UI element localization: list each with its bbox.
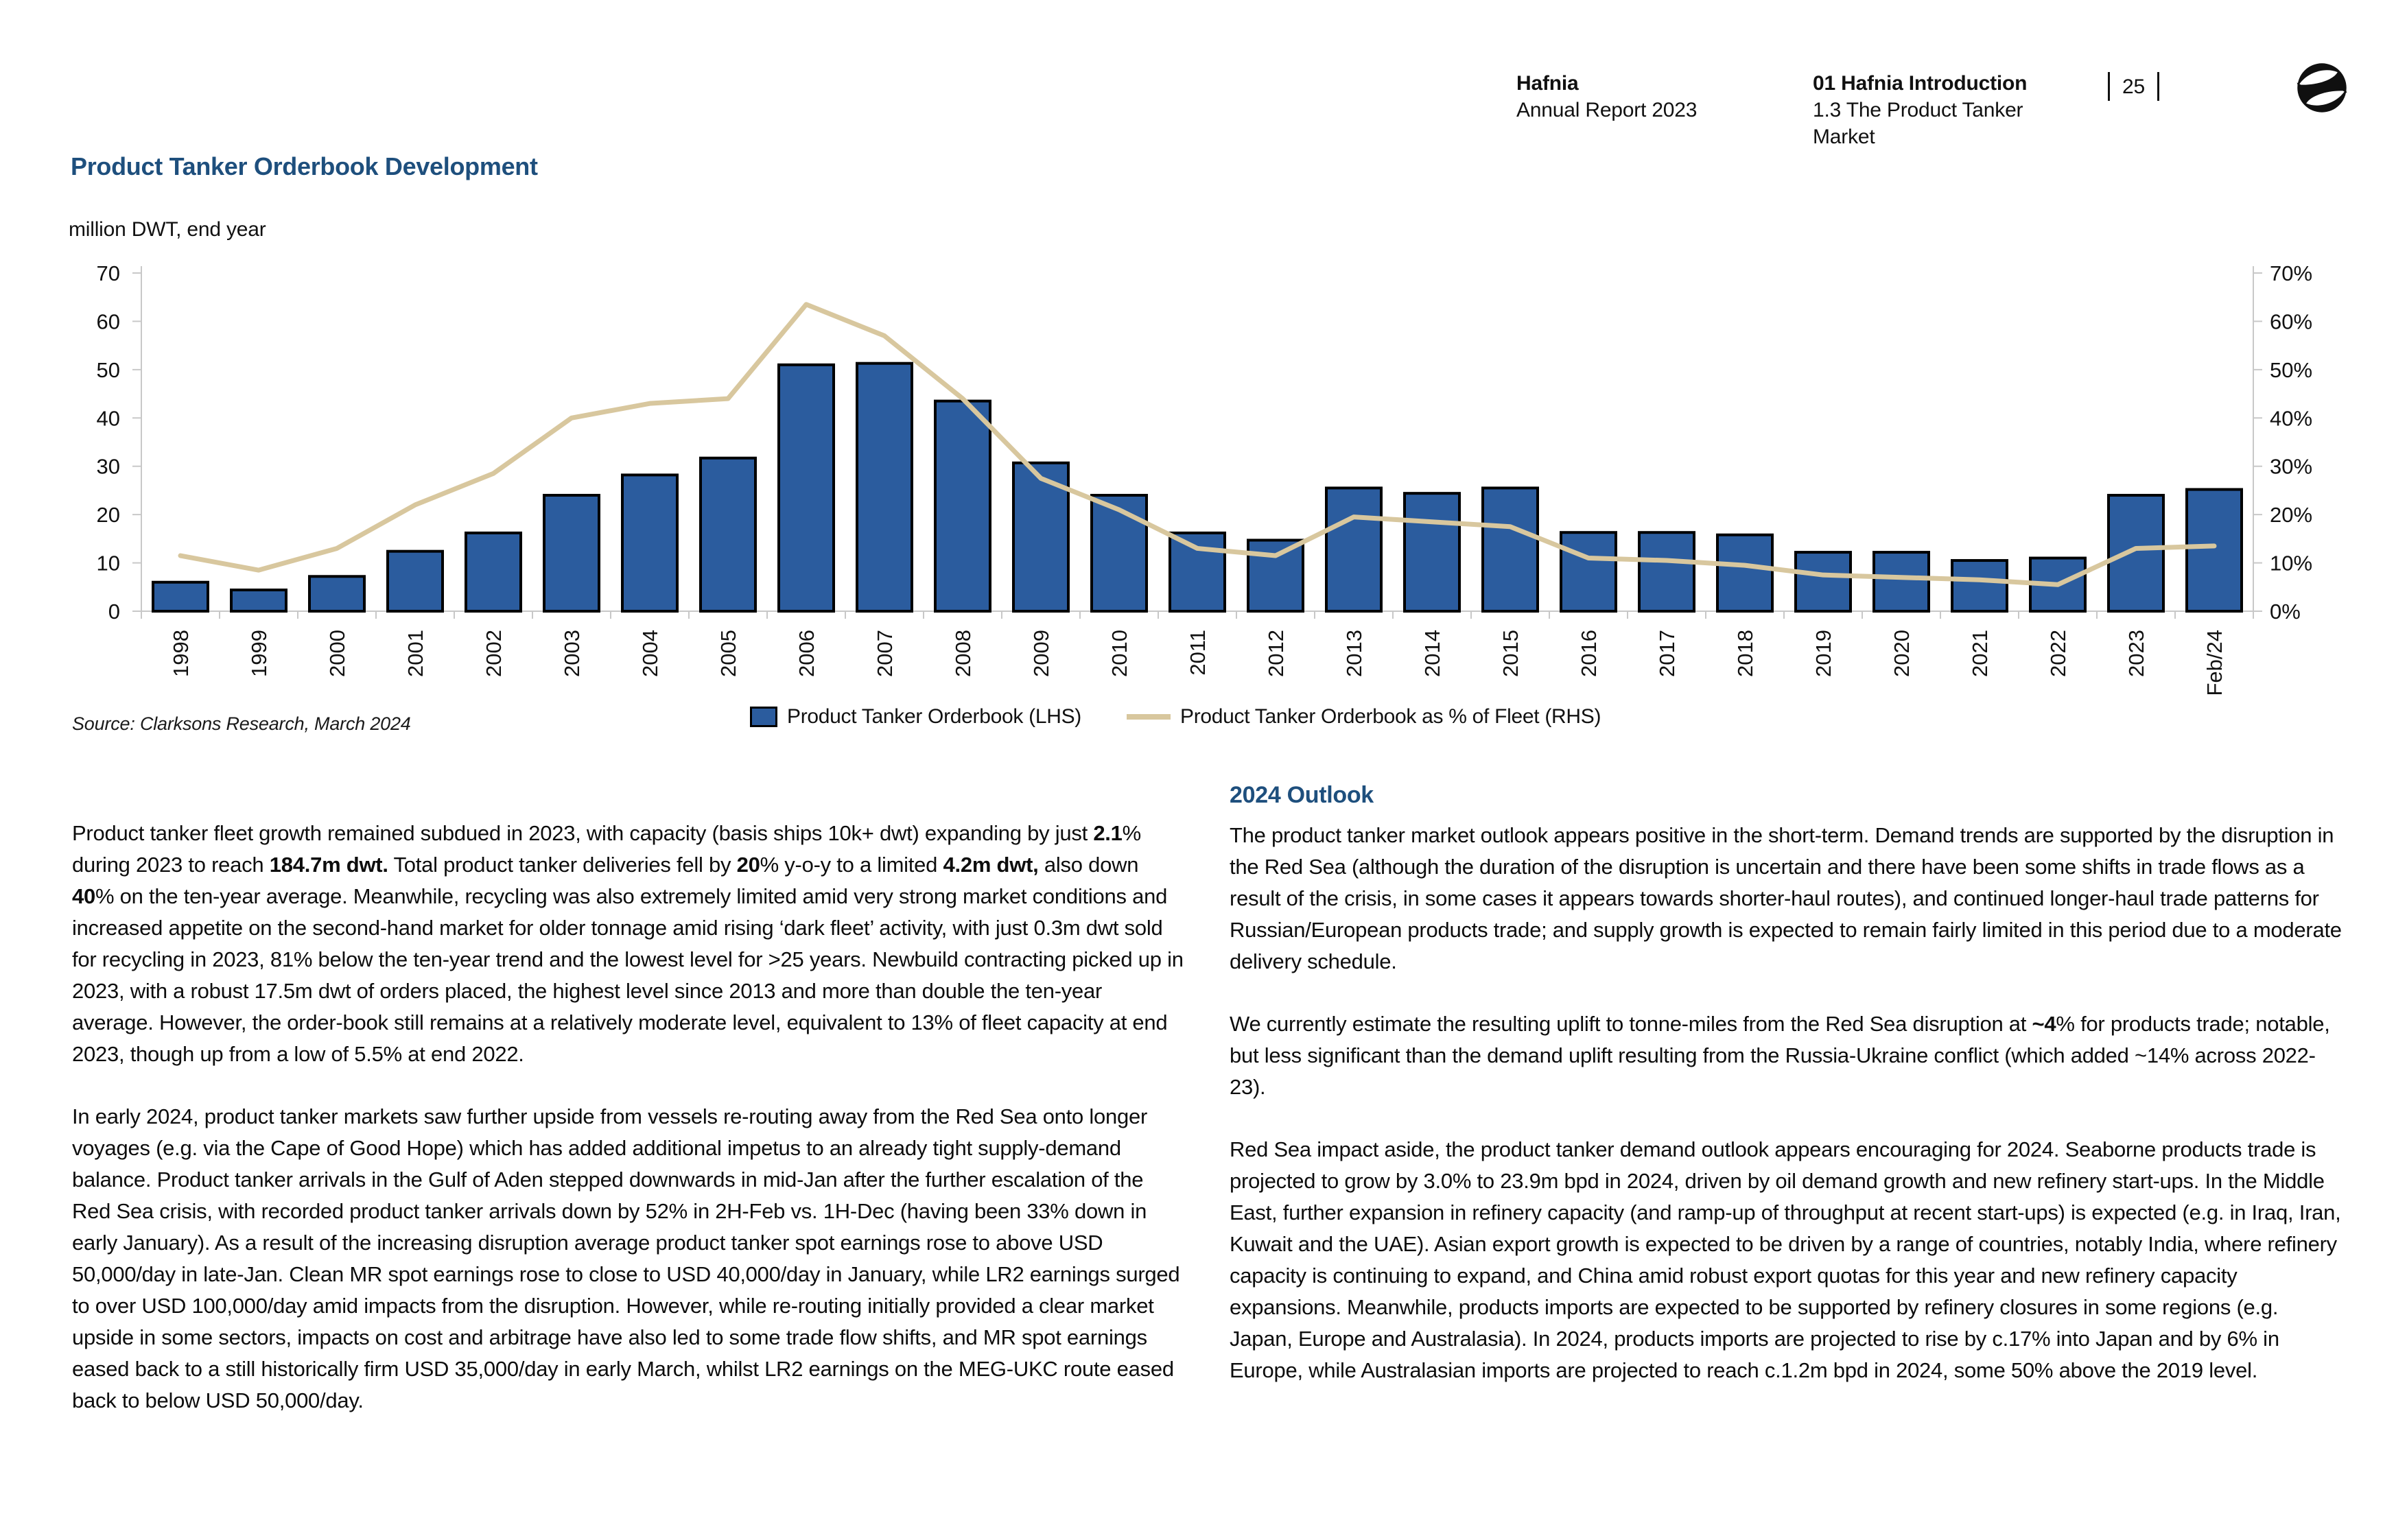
left-axis-label: 20 xyxy=(96,503,120,528)
paragraph: Red Sea impact aside, the product tanker demand outlook appears encouraging for 2024. Seaborne products trade is projected to grow by 3.0% to 23.9m bpd in 2024, driven by oil demand growth and new refinery start-ups. In the Middle East, further expansion in refinery capacity (and ramp-up of throughput at recent start-ups) is expected (e.g. in Iraq, Iran, Kuwait and the UAE). Asian export growth is expected to be driven by a range of countries, notably India, where refinery capacity is continuing to expand, and China amid robust export quotas for this year and new refinery capacity expansions. Meanwhile, products imports are expected to be supported by refinery closures in some regions (e.g. Japan, Europe and Australasia). In 2024, products imports are projected to rise by c.17% into Japan and by 6% in Europe, while Australasian imports are projected to reach c.1.2m bpd in 2024, some 50% above the 2019 level. xyxy=(1230,1137,2341,1382)
right-axis-label: 40% xyxy=(2270,406,2313,431)
orderbook-bar-2017 xyxy=(1639,532,1694,611)
x-axis-label-1998: 1998 xyxy=(169,630,193,677)
orderbook-bar-2002 xyxy=(466,533,521,611)
orderbook-bar-2018 xyxy=(1717,535,1772,611)
right-axis-label: 0% xyxy=(2270,600,2301,624)
orderbook-bar-2020 xyxy=(1874,552,1929,611)
orderbook-bar-2004 xyxy=(622,475,677,611)
orderbook-bar-2010 xyxy=(1092,495,1147,611)
orderbook-bar-2013 xyxy=(1326,488,1381,611)
chart-legend xyxy=(750,705,1601,728)
x-axis-label-2020: 2020 xyxy=(1890,630,1914,677)
brand-name: Hafnia xyxy=(1516,72,1579,95)
orderbook-bar-2000 xyxy=(309,576,364,611)
x-axis-label-2018: 2018 xyxy=(1733,630,1757,677)
left-axis-label: 0 xyxy=(108,600,120,624)
x-axis-label-2017: 2017 xyxy=(1655,630,1679,677)
left-axis-label: 60 xyxy=(96,309,120,334)
left-axis-label: 70 xyxy=(96,262,120,285)
chart-title: Product Tanker Orderbook Development xyxy=(71,152,538,180)
left-axis-label: 10 xyxy=(96,551,120,576)
outlook-heading: 2024 Outlook xyxy=(1230,782,1374,808)
right-axis-label: 70% xyxy=(2270,262,2313,285)
paragraph: In early 2024, product tanker markets saw further upside from vessels re-routing away from the Red Sea onto longer voyages (e.g. via the Cape of Good Hope) which has added additional impetus to an already tight supply-demand balance. Product tanker arrivals in the Gulf of Aden stepped downwards in mid-Jan after the further escalation of the Red Sea crisis, with recorded product tanker arrivals down by 52% in 2H-Feb vs. 1H-Dec (having been 33% down in early January). As a result of the increasing disruption average product tanker spot earnings rose to above USD 50,000/day in late-Jan. Clean MR spot earnings rose to close to USD 40,000/day in January, while LR2 earnings surged to over USD 100,000/day amid impacts from the disruption. However, while re-routing initially provided a clear market upside in some sectors, impacts on cost and arbitrage have also led to some trade flow shifts, and MR spot earnings eased back to a still historically firm USD 35,000/day in early March, whilst LR2 earnings on the MEG-UKC route eased back to below USD 50,000/day. xyxy=(72,1104,1180,1412)
orderbook-bar-2006 xyxy=(779,365,834,611)
right-axis-label: 30% xyxy=(2270,454,2313,479)
header-section-block xyxy=(1813,70,2043,150)
x-axis-label-2014: 2014 xyxy=(1420,630,1444,677)
x-axis-label-2010: 2010 xyxy=(1107,630,1131,677)
x-axis-label-2000: 2000 xyxy=(325,630,349,677)
page-number-block xyxy=(2108,71,2159,102)
x-axis-label-2008: 2008 xyxy=(951,630,975,677)
line-swatch-icon xyxy=(1127,714,1171,720)
right-axis-label: 50% xyxy=(2270,357,2313,382)
x-axis-label-2006: 2006 xyxy=(795,630,819,677)
x-axis-label-2015: 2015 xyxy=(1499,630,1523,677)
x-axis-label-2016: 2016 xyxy=(1577,630,1601,677)
body-left-column xyxy=(72,818,1184,1447)
chart-source: Source: Clarksons Research, March 2024 xyxy=(72,713,411,734)
orderbook-bar-1998 xyxy=(153,582,208,611)
x-axis-label-2012: 2012 xyxy=(1264,630,1288,677)
orderbook-bar-2016 xyxy=(1561,532,1616,611)
paragraph: We currently estimate the resulting uplift to tonne-miles from the Red Sea disruption at ~4% for products trade; notable, but less significant than the demand uplift resulting from the Russia-Ukraine conflict (which added ~14% across 2022-23). xyxy=(1230,1012,2330,1099)
x-axis-label-1999: 1999 xyxy=(247,630,271,677)
section-title: 01 Hafnia Introduction xyxy=(1813,72,2028,95)
x-axis-label-2021: 2021 xyxy=(1968,630,1992,677)
orderbook-bar-2007 xyxy=(857,364,912,611)
outlook-paragraphs xyxy=(1230,820,2347,1386)
right-axis-label: 10% xyxy=(2270,551,2313,576)
x-axis-label-2007: 2007 xyxy=(873,630,897,677)
orderbook-bar-2001 xyxy=(388,552,443,611)
legend-label: Product Tanker Orderbook as % of Fleet (RHS) xyxy=(1179,705,1601,728)
orderbook-bar-2019 xyxy=(1796,552,1851,611)
divider xyxy=(2157,72,2159,101)
x-axis-label-2004: 2004 xyxy=(638,630,662,677)
orderbook-bar-2003 xyxy=(544,495,599,611)
orderbook-bar-2014 xyxy=(1405,493,1459,611)
bar-swatch-icon xyxy=(750,707,777,727)
left-axis-label: 30 xyxy=(96,454,120,479)
orderbook-bar-2005 xyxy=(701,458,755,611)
divider xyxy=(2108,72,2110,101)
legend-item-orderbook xyxy=(750,705,1081,728)
paragraph: Product tanker fleet growth remained subdued in 2023, with capacity (basis ships 10k+ dwt) expanding by just 2.1% during 2023 to reach 184.7m dwt. Total product tanker deliveries fell by 20% y-o-y to a limited 4.2m dwt, also down 40% on the ten-year average. Meanwhile, recycling was also extremely limited amid very strong market conditions and increased appetite on the second-hand market for older tonnage amid rising ‘dark fleet’ activity, with just 0.3m dwt sold for recycling in 2023, 81% below the ten-year trend and the lowest level for >25 years. Newbuild contracting picked up in 2023, with a robust 17.5m dwt of orders placed, the highest level since 2013 and more than double the ten-year average. However, the order-book still remains at a relatively moderate level, equivalent to 13% of fleet capacity at end 2023, though up from a low of 5.5% at end 2022. xyxy=(72,821,1184,1066)
left-axis-label: 40 xyxy=(96,406,120,431)
legend-item-pct-fleet xyxy=(1127,705,1601,728)
x-axis-label-2022: 2022 xyxy=(2046,630,2070,677)
orderbook-bar-2011 xyxy=(1170,533,1225,611)
x-axis-label-2001: 2001 xyxy=(403,630,427,677)
left-axis-label: 50 xyxy=(96,357,120,382)
body-right-column xyxy=(1230,782,2347,1417)
orderbook-bar-2021 xyxy=(1952,560,2007,611)
orderbook-bar-2012 xyxy=(1248,540,1303,611)
x-axis-label-2013: 2013 xyxy=(1342,630,1366,677)
orderbook-chart-svg xyxy=(34,262,2373,704)
chart-axis-unit-label: million DWT, end year xyxy=(69,218,266,241)
x-axis-label-2005: 2005 xyxy=(716,630,740,677)
paragraph: The product tanker market outlook appears positive in the short-term. Demand trends are supported by the disruption in the Red Sea (although the duration of the disruption is uncertain and there have been some shifts in trade flows as a result of the crisis, in some cases it appears towards shorter-haul routes), and continued longer-haul trade patterns for Russian/European products trade; and supply growth is expected to remain fairly limited in this period due to a moderate delivery schedule. xyxy=(1230,823,2342,973)
x-axis-label-2011: 2011 xyxy=(1186,630,1210,676)
right-axis-label: 20% xyxy=(2270,503,2313,528)
orderbook-bar-1999 xyxy=(231,590,286,611)
orderbook-bar-2008 xyxy=(935,401,990,611)
x-axis-label-Feb/24: Feb/24 xyxy=(2203,630,2227,696)
orderbook-chart xyxy=(34,262,2373,704)
x-axis-label-2003: 2003 xyxy=(560,630,584,677)
x-axis-label-2019: 2019 xyxy=(1811,630,1835,677)
orderbook-bar-2023 xyxy=(2109,495,2163,611)
x-axis-label-2009: 2009 xyxy=(1029,630,1053,677)
orderbook-bar-2015 xyxy=(1483,488,1538,611)
orderbook-bar-Feb/24 xyxy=(2187,490,2242,611)
hafnia-logo-icon xyxy=(2296,62,2348,114)
brand-subtitle: Annual Report 2023 xyxy=(1516,99,1698,121)
x-axis-label-2023: 2023 xyxy=(2124,630,2148,677)
header-brand-block xyxy=(1516,70,1697,123)
right-axis-label: 60% xyxy=(2270,309,2313,334)
page-number: 25 xyxy=(2122,75,2145,98)
x-axis-label-2002: 2002 xyxy=(482,630,506,677)
section-subtitle: 1.3 The Product Tanker Market xyxy=(1813,99,2023,148)
legend-label: Product Tanker Orderbook (LHS) xyxy=(787,705,1081,728)
